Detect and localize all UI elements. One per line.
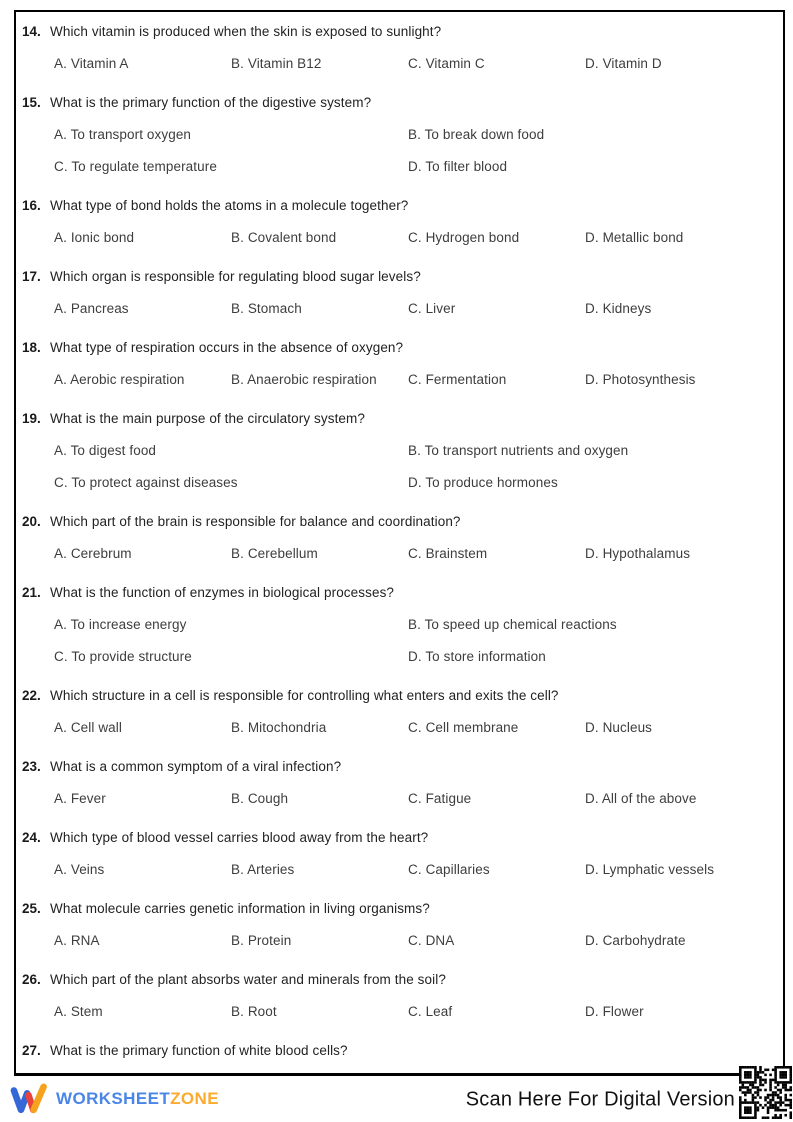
option-letter: A. xyxy=(54,301,67,316)
option-text: Lymphatic vessels xyxy=(602,862,715,877)
option-letter: B. xyxy=(231,546,244,561)
page-footer xyxy=(0,1076,793,1122)
option-text: Metallic bond xyxy=(602,230,684,245)
option-letter: D. xyxy=(585,862,599,877)
answer-option xyxy=(585,1002,775,1021)
option-text: Covalent bond xyxy=(247,230,337,245)
option-text: Protein xyxy=(247,933,292,948)
answer-option xyxy=(585,718,775,737)
answer-option xyxy=(54,647,408,666)
option-text: DNA xyxy=(425,933,455,948)
question-text: What is the main purpose of the circulatory system? xyxy=(50,411,365,426)
options-row xyxy=(54,54,775,73)
question-block xyxy=(22,1041,775,1073)
answer-option xyxy=(585,860,775,879)
answer-option xyxy=(54,1002,231,1021)
answer-option xyxy=(54,54,231,73)
option-letter: D. xyxy=(408,475,422,490)
question-row xyxy=(22,899,775,918)
option-letter: C. xyxy=(54,649,68,664)
answer-option xyxy=(231,54,408,73)
question-text: Which vitamin is produced when the skin is exposed to sunlight? xyxy=(50,24,442,39)
option-letter: D. xyxy=(585,372,599,387)
question-block xyxy=(22,970,775,1021)
option-text: Carbohydrate xyxy=(602,933,686,948)
option-text: To transport oxygen xyxy=(70,127,192,142)
question-number: 17. xyxy=(22,269,41,284)
question-row xyxy=(22,686,775,705)
options-row xyxy=(54,860,775,879)
option-text: Fatigue xyxy=(425,791,472,806)
answer-option xyxy=(231,718,408,737)
answer-option xyxy=(231,860,408,879)
question-number: 19. xyxy=(22,411,41,426)
brand-name-worksheet: WORKSHEET xyxy=(56,1089,171,1108)
options-row xyxy=(54,228,775,247)
worksheet-page-border xyxy=(14,10,785,1076)
option-text: Ionic bond xyxy=(70,230,135,245)
question-block xyxy=(22,196,775,247)
question-block xyxy=(22,93,775,176)
option-text: Fever xyxy=(70,791,106,806)
question-block xyxy=(22,22,775,73)
option-text: To transport nutrients and oxygen xyxy=(424,443,629,458)
answer-option xyxy=(54,544,231,563)
option-text: Leaf xyxy=(425,1004,453,1019)
brand-name xyxy=(56,1089,219,1109)
answer-option xyxy=(408,544,585,563)
question-row xyxy=(22,757,775,776)
option-text: Cerebrum xyxy=(70,546,132,561)
answer-option xyxy=(408,125,775,144)
option-letter: B. xyxy=(231,230,244,245)
answer-option xyxy=(54,441,408,460)
answer-option xyxy=(408,54,585,73)
options-row xyxy=(54,299,775,318)
option-letter: B. xyxy=(231,720,244,735)
option-letter: C. xyxy=(408,56,422,71)
option-text: Cerebellum xyxy=(247,546,318,561)
brand-name-zone: ZONE xyxy=(170,1089,219,1108)
question-row xyxy=(22,22,775,41)
option-text: Brainstem xyxy=(425,546,488,561)
answer-option xyxy=(408,473,775,492)
option-text: All of the above xyxy=(601,791,697,806)
option-letter: B. xyxy=(408,617,421,632)
answer-option xyxy=(231,299,408,318)
option-letter: B. xyxy=(231,301,244,316)
option-text: To break down food xyxy=(424,127,545,142)
worksheetzone-logo xyxy=(10,1083,219,1115)
answer-option xyxy=(54,228,231,247)
option-text: To provide structure xyxy=(71,649,192,664)
option-letter: C. xyxy=(408,791,422,806)
option-letter: D. xyxy=(585,720,599,735)
option-letter: D. xyxy=(585,791,599,806)
answer-option xyxy=(585,544,775,563)
option-letter: A. xyxy=(54,720,67,735)
options-row xyxy=(54,615,775,666)
options-row xyxy=(54,370,775,389)
question-text: What type of bond holds the atoms in a molecule together? xyxy=(50,198,409,213)
scan-here-label: Scan Here For Digital Version xyxy=(465,1088,735,1111)
option-letter: C. xyxy=(408,933,422,948)
option-letter: A. xyxy=(54,1004,67,1019)
option-text: Flower xyxy=(602,1004,644,1019)
question-block xyxy=(22,512,775,563)
question-row xyxy=(22,338,775,357)
option-letter: C. xyxy=(408,230,422,245)
question-block xyxy=(22,583,775,666)
option-letter: C. xyxy=(408,720,422,735)
question-block xyxy=(22,828,775,879)
question-text: Which organ is responsible for regulating blood sugar levels? xyxy=(50,269,421,284)
question-row xyxy=(22,267,775,286)
option-letter: B. xyxy=(408,127,421,142)
question-text: Which structure in a cell is responsible for controlling what enters and exits the cell? xyxy=(50,688,559,703)
option-text: Kidneys xyxy=(602,301,652,316)
answer-option xyxy=(231,370,408,389)
answer-option xyxy=(408,1002,585,1021)
option-letter: A. xyxy=(54,372,67,387)
question-number: 24. xyxy=(22,830,41,845)
option-text: Stem xyxy=(70,1004,103,1019)
option-letter: B. xyxy=(231,372,244,387)
question-text: Which part of the plant absorbs water and minerals from the soil? xyxy=(50,972,446,987)
question-row xyxy=(22,583,775,602)
question-number: 27. xyxy=(22,1043,41,1058)
option-text: To increase energy xyxy=(70,617,187,632)
answer-option xyxy=(54,473,408,492)
answer-option xyxy=(54,299,231,318)
answer-option xyxy=(585,54,775,73)
option-text: Anaerobic respiration xyxy=(247,372,377,387)
option-text: Cough xyxy=(247,791,289,806)
option-text: Pancreas xyxy=(70,301,129,316)
question-block xyxy=(22,338,775,389)
question-text: Which type of blood vessel carries blood away from the heart? xyxy=(50,830,429,845)
qr-code xyxy=(739,1066,792,1119)
option-letter: A. xyxy=(54,617,67,632)
option-text: To filter blood xyxy=(425,159,508,174)
option-letter: D. xyxy=(585,933,599,948)
options-row xyxy=(54,544,775,563)
option-letter: C. xyxy=(54,159,68,174)
option-text: Liver xyxy=(425,301,456,316)
option-text: Hydrogen bond xyxy=(425,230,520,245)
option-text: Photosynthesis xyxy=(602,372,696,387)
option-text: Nucleus xyxy=(602,720,653,735)
option-letter: B. xyxy=(231,862,244,877)
question-row xyxy=(22,512,775,531)
question-number: 21. xyxy=(22,585,41,600)
option-text: Cell wall xyxy=(70,720,122,735)
question-block xyxy=(22,899,775,950)
option-letter: A. xyxy=(54,791,67,806)
question-block xyxy=(22,686,775,737)
option-text: Aerobic respiration xyxy=(70,372,185,387)
option-letter: A. xyxy=(54,933,67,948)
question-row xyxy=(22,828,775,847)
option-letter: D. xyxy=(585,230,599,245)
answer-option xyxy=(54,157,408,176)
option-text: Vitamin D xyxy=(602,56,662,71)
options-row xyxy=(54,1002,775,1021)
option-text: Mitochondria xyxy=(247,720,327,735)
answer-option xyxy=(54,615,408,634)
options-row xyxy=(54,441,775,492)
question-number: 20. xyxy=(22,514,41,529)
option-text: Stomach xyxy=(247,301,302,316)
option-text: Vitamin B12 xyxy=(247,56,322,71)
answer-option xyxy=(408,370,585,389)
answer-option xyxy=(231,228,408,247)
answer-option xyxy=(408,647,775,666)
question-row xyxy=(22,1041,775,1060)
question-row xyxy=(22,970,775,989)
answer-option xyxy=(408,931,585,950)
option-letter: D. xyxy=(585,1004,599,1019)
option-letter: D. xyxy=(585,546,599,561)
options-row xyxy=(54,789,775,808)
answer-option xyxy=(408,718,585,737)
option-text: Hypothalamus xyxy=(602,546,691,561)
question-number: 15. xyxy=(22,95,41,110)
option-letter: A. xyxy=(54,862,67,877)
answer-option xyxy=(408,615,775,634)
option-text: Arteries xyxy=(247,862,295,877)
option-text: To store information xyxy=(425,649,546,664)
question-row xyxy=(22,93,775,112)
question-block xyxy=(22,757,775,808)
option-text: Capillaries xyxy=(425,862,490,877)
option-letter: C. xyxy=(408,862,422,877)
option-letter: B. xyxy=(231,933,244,948)
option-text: Cell membrane xyxy=(425,720,519,735)
option-text: To regulate temperature xyxy=(71,159,217,174)
option-text: Vitamin A xyxy=(70,56,129,71)
option-letter: D. xyxy=(408,159,422,174)
option-letter: C. xyxy=(408,372,422,387)
question-text: What is the function of enzymes in biological processes? xyxy=(50,585,395,600)
question-block xyxy=(22,267,775,318)
answer-option xyxy=(408,157,775,176)
option-letter: C. xyxy=(54,475,68,490)
answer-option xyxy=(231,544,408,563)
option-text: Root xyxy=(247,1004,277,1019)
question-row xyxy=(22,196,775,215)
question-number: 25. xyxy=(22,901,41,916)
option-text: Fermentation xyxy=(425,372,507,387)
answer-option xyxy=(231,931,408,950)
answer-option xyxy=(585,370,775,389)
question-text: What molecule carries genetic information in living organisms? xyxy=(50,901,430,916)
answer-option xyxy=(231,789,408,808)
question-text: What type of respiration occurs in the absence of oxygen? xyxy=(50,340,404,355)
option-letter: A. xyxy=(54,546,67,561)
question-block xyxy=(22,409,775,492)
answer-option xyxy=(408,299,585,318)
question-list xyxy=(22,22,775,1073)
option-letter: D. xyxy=(408,649,422,664)
option-text: Vitamin C xyxy=(425,56,485,71)
question-text: Which part of the brain is responsible for balance and coordination? xyxy=(50,514,461,529)
option-text: To digest food xyxy=(70,443,157,458)
question-number: 26. xyxy=(22,972,41,987)
options-row xyxy=(54,125,775,176)
question-number: 14. xyxy=(22,24,41,39)
option-letter: A. xyxy=(54,56,67,71)
option-letter: A. xyxy=(54,443,67,458)
question-number: 22. xyxy=(22,688,41,703)
answer-option xyxy=(585,931,775,950)
answer-option xyxy=(54,718,231,737)
answer-option xyxy=(585,789,775,808)
option-letter: B. xyxy=(231,1004,244,1019)
question-text: What is the primary function of the digestive system? xyxy=(50,95,372,110)
option-text: To protect against diseases xyxy=(71,475,238,490)
answer-option xyxy=(231,1002,408,1021)
answer-option xyxy=(408,789,585,808)
options-row xyxy=(54,931,775,950)
option-text: To produce hormones xyxy=(425,475,558,490)
answer-option xyxy=(408,860,585,879)
option-letter: B. xyxy=(231,791,244,806)
options-row xyxy=(54,718,775,737)
question-number: 16. xyxy=(22,198,41,213)
answer-option xyxy=(54,931,231,950)
answer-option xyxy=(54,125,408,144)
question-text: What is the primary function of white blood cells? xyxy=(50,1043,348,1058)
answer-option xyxy=(54,860,231,879)
question-number: 18. xyxy=(22,340,41,355)
option-letter: C. xyxy=(408,546,422,561)
answer-option xyxy=(54,789,231,808)
option-letter: B. xyxy=(231,56,244,71)
question-number: 23. xyxy=(22,759,41,774)
worksheetzone-w-icon xyxy=(10,1083,48,1115)
option-letter: C. xyxy=(408,1004,422,1019)
question-text: What is a common symptom of a viral infection? xyxy=(50,759,342,774)
option-text: Veins xyxy=(70,862,105,877)
option-text: To speed up chemical reactions xyxy=(424,617,617,632)
option-letter: D. xyxy=(585,301,599,316)
answer-option xyxy=(54,370,231,389)
option-text: RNA xyxy=(70,933,100,948)
option-letter: A. xyxy=(54,127,67,142)
option-letter: B. xyxy=(408,443,421,458)
answer-option xyxy=(408,228,585,247)
option-letter: D. xyxy=(585,56,599,71)
option-letter: A. xyxy=(54,230,67,245)
answer-option xyxy=(585,228,775,247)
answer-option xyxy=(585,299,775,318)
option-letter: C. xyxy=(408,301,422,316)
question-row xyxy=(22,409,775,428)
answer-option xyxy=(408,441,775,460)
